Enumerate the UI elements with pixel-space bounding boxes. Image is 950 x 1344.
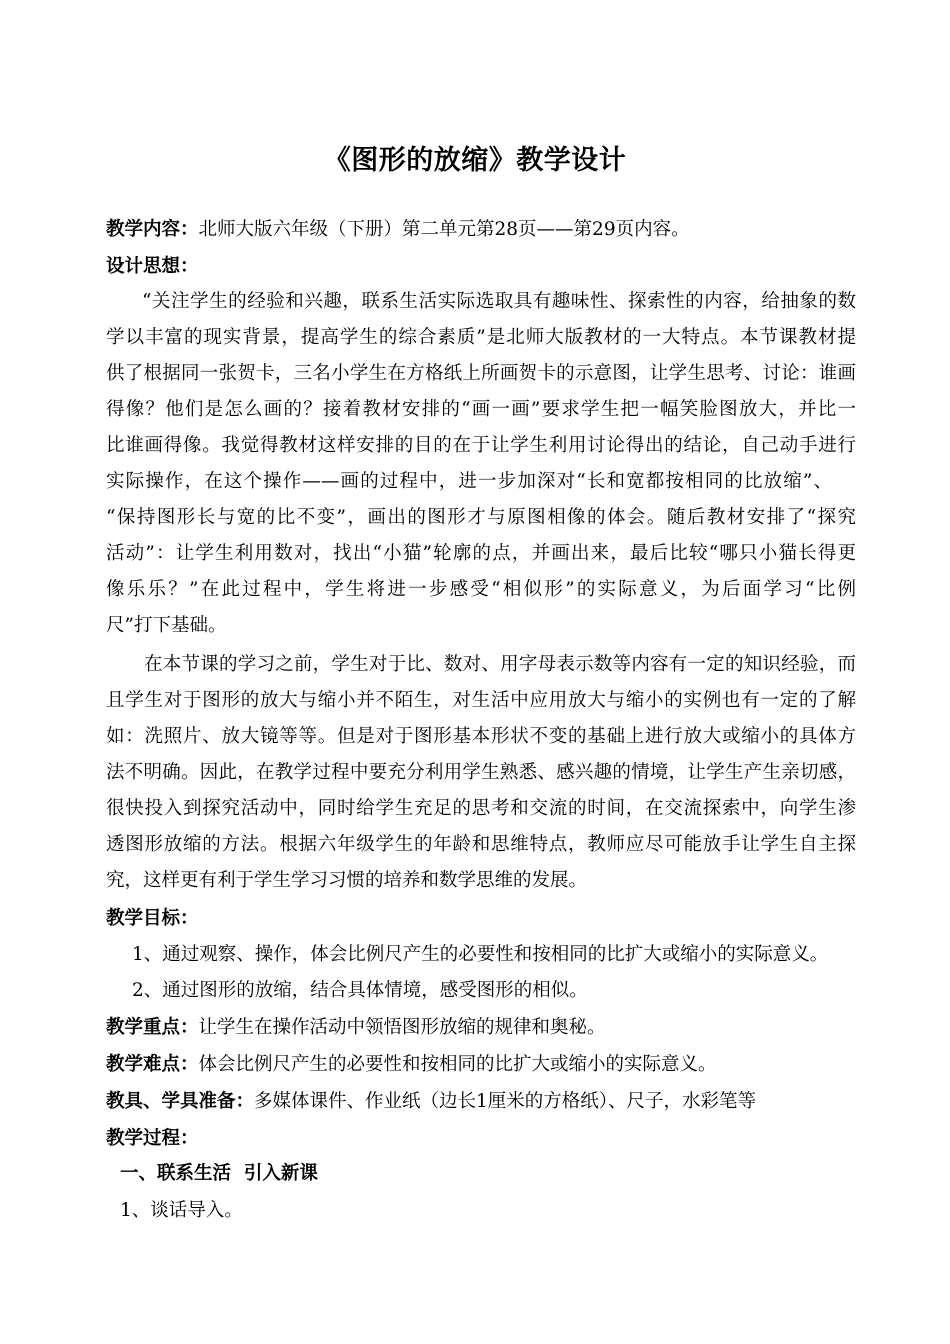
key-point-label: 教学重点： <box>106 1017 199 1038</box>
paragraph-line: 像乐乐？”在此过程中，学生将进一步感受“相似形”的实际意义，为后面学习“比例 <box>106 579 856 600</box>
paragraph-line: 得像？他们是怎么画的？接着教材安排的“画一画”要求学生把一幅笑脸图放大，并比一 <box>106 399 856 420</box>
key-point-text: 让学生在操作活动中领悟图形放缩的规律和奥秘。 <box>198 1017 606 1038</box>
paragraph-line: 如：洗照片、放大镜等等。但是对于图形基本形状不变的基础上进行放大或缩小的具体方 <box>106 726 856 747</box>
teaching-content-text: 北师大版六年级（下册）第二单元第28页——第29页内容。 <box>198 219 690 240</box>
paragraph-line: 在本节课的学习之前，学生对于比、数对、用字母表示数等内容有一定的知识经验，而 <box>144 654 856 675</box>
difficulty-label: 教学难点： <box>106 1054 199 1075</box>
paragraph-line: 活动”：让学生利用数对，找出“小猫”轮廓的点，并画出来，最后比较“哪只小猫长得更 <box>106 543 856 564</box>
objective-item-2: 2、通过图形的放缩，结合具体情境，感受图形的相似。 <box>132 980 588 1001</box>
difficulty-text: 体会比例尺产生的必要性和按相同的比扩大或缩小的实际意义。 <box>198 1054 717 1075</box>
materials-row <box>106 1089 856 1115</box>
paragraph-line: 学以丰富的现实背景，提高学生的综合素质”是北师大版教材的一大特点。本节课教材提 <box>106 327 856 348</box>
paragraph-line: 很快投入到探究活动中，同时给学生充足的思考和交流的时间，在交流探索中，向学生渗 <box>106 798 856 819</box>
teaching-content-row <box>106 217 856 243</box>
objective-item-1: 1、通过观察、操作，体会比例尺产生的必要性和按相同的比扩大或缩小的实际意义。 <box>132 944 829 965</box>
key-point-row <box>106 1015 856 1041</box>
paragraph-line: 透图形放缩的方法。根据六年级学生的年龄和思维特点，教师应尽可能放手让学生自主探 <box>106 834 856 855</box>
paragraph-line: “关注学生的经验和兴趣，联系生活实际选取具有趣味性、探索性的内容，给抽象的数 <box>142 291 856 312</box>
document-title: 《图形的放缩》教学设计 <box>323 145 627 176</box>
process-section-1: 一、联系生活 引入新课 <box>120 1163 318 1184</box>
paragraph-line: 尺”打下基础。 <box>106 615 227 636</box>
difficulty-row <box>106 1052 856 1078</box>
paragraph-line: 比谁画得像。我觉得教材这样安排的目的在于让学生利用讨论得出的结论，自己动手进行 <box>106 435 856 456</box>
teaching-content-label: 教学内容： <box>106 219 199 240</box>
paragraph-line: 且学生对于图形的放大与缩小并不陌生，对生活中应用放大与缩小的实例也有一定的了解 <box>106 690 856 711</box>
design-idea-heading: 设计思想： <box>106 256 199 277</box>
paragraph-line: “保持图形长与宽的比不变”，画出的图形才与原图相像的体会。随后教材安排了“探究 <box>106 507 856 528</box>
paragraph-line: 实际操作，在这个操作——画的过程中，进一步加深对“长和宽都按相同的比放缩”、 <box>106 471 832 492</box>
objectives-heading: 教学目标： <box>106 908 199 929</box>
process-heading: 教学过程： <box>106 1128 199 1149</box>
materials-label: 教具、学具准备： <box>106 1091 255 1112</box>
paragraph-line: 究，这样更有利于学生学习习惯的培养和数学思维的发展。 <box>106 870 588 891</box>
process-step-1: 1、谈话导入。 <box>120 1200 243 1221</box>
materials-text: 多媒体课件、作业纸（边长1厘米的方格纸）、尺子，水彩笔等 <box>254 1091 757 1112</box>
paragraph-line: 供了根据同一张贺卡，三名小学生在方格纸上所画贺卡的示意图，让学生思考、讨论：谁画 <box>106 363 856 384</box>
paragraph-line: 法不明确。因此，在教学过程中要充分利用学生熟悉、感兴趣的情境，让学生产生亲切感， <box>106 762 856 783</box>
